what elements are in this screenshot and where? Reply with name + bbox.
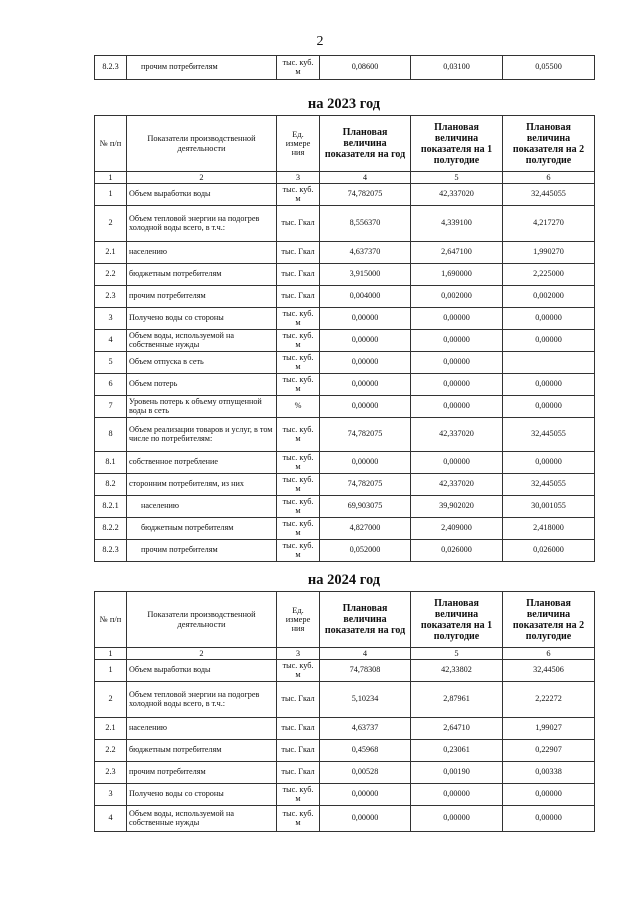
table-row bbox=[95, 264, 595, 286]
index-cell: 2 bbox=[127, 648, 277, 660]
row-indicator: Объем реализации товаров и услуг, в том числе по потребителям: bbox=[127, 418, 277, 452]
row-plan-year: 4,827000 bbox=[320, 518, 411, 540]
row-plan-year: 0,00000 bbox=[320, 784, 411, 806]
row-plan-h2: 0,00338 bbox=[503, 762, 595, 784]
index-cell: 4 bbox=[320, 648, 411, 660]
row-unit: тыс. куб. м bbox=[277, 352, 320, 374]
row-number: 8.2.3 bbox=[95, 540, 127, 562]
row-unit: тыс. Гкал bbox=[277, 682, 320, 718]
row-plan-year: 3,915000 bbox=[320, 264, 411, 286]
header-plan-h2: Плановая величина показателя на 2 полугодие bbox=[503, 116, 595, 172]
row-number: 2.3 bbox=[95, 762, 127, 784]
row-plan-year: 0,00000 bbox=[320, 352, 411, 374]
row-unit: тыс. куб. м bbox=[277, 452, 320, 474]
row-plan-h1: 0,00190 bbox=[411, 762, 503, 784]
row-indicator: Объем потерь bbox=[127, 374, 277, 396]
table-row bbox=[95, 474, 595, 496]
row-plan-h1: 0,00000 bbox=[411, 352, 503, 374]
row-indicator: Объем выработки воды bbox=[127, 184, 277, 206]
row-indicator: Уровень потерь к объему отпущенной воды в сеть bbox=[127, 396, 277, 418]
row-plan-h1: 2,409000 bbox=[411, 518, 503, 540]
row-plan-h1: 0,00000 bbox=[411, 452, 503, 474]
row-number: 2 bbox=[95, 206, 127, 242]
continuation-table bbox=[94, 55, 595, 80]
row-plan-year: 0,45968 bbox=[320, 740, 411, 762]
row-indicator: сторонним потребителям, из них bbox=[127, 474, 277, 496]
header-number: № п/п bbox=[95, 592, 127, 648]
header-plan-h2: Плановая величина показателя на 2 полугодие bbox=[503, 592, 595, 648]
row-indicator: Получено воды со стороны bbox=[127, 784, 277, 806]
row-plan-h1: 2,64710 bbox=[411, 718, 503, 740]
row-number: 1 bbox=[95, 184, 127, 206]
row-indicator: прочим потребителям bbox=[127, 56, 277, 80]
row-number: 2.2 bbox=[95, 264, 127, 286]
row-plan-h1: 42,33802 bbox=[411, 660, 503, 682]
row-plan-h1: 0,03100 bbox=[411, 56, 503, 80]
row-number: 5 bbox=[95, 352, 127, 374]
header-plan-year: Плановая величина показателя на год bbox=[320, 116, 411, 172]
table-row bbox=[95, 330, 595, 352]
row-plan-h1: 0,00000 bbox=[411, 330, 503, 352]
table-row bbox=[95, 396, 595, 418]
row-plan-year: 0,00000 bbox=[320, 452, 411, 474]
header-indicator: Показатели производственной деятельности bbox=[127, 592, 277, 648]
table-row bbox=[95, 540, 595, 562]
row-unit: тыс. куб. м bbox=[277, 806, 320, 832]
row-plan-h1: 1,690000 bbox=[411, 264, 503, 286]
row-indicator: Объем отпуска в сеть bbox=[127, 352, 277, 374]
row-plan-year: 74,782075 bbox=[320, 184, 411, 206]
table-row bbox=[95, 308, 595, 330]
row-number: 8.1 bbox=[95, 452, 127, 474]
row-unit: тыс. Гкал bbox=[277, 762, 320, 784]
table-row bbox=[95, 718, 595, 740]
row-plan-year: 74,78308 bbox=[320, 660, 411, 682]
index-cell: 6 bbox=[503, 648, 595, 660]
index-cell: 3 bbox=[277, 648, 320, 660]
table-row bbox=[95, 740, 595, 762]
row-plan-h1: 42,337020 bbox=[411, 184, 503, 206]
row-plan-year: 74,782075 bbox=[320, 474, 411, 496]
row-indicator: Объем тепловой энергии на подогрев холодной воды всего, в т.ч.: bbox=[127, 682, 277, 718]
index-cell: 1 bbox=[95, 648, 127, 660]
section-title-2024: на 2024 год bbox=[307, 572, 381, 588]
row-indicator: Объем выработки воды bbox=[127, 660, 277, 682]
row-unit: тыс. куб. м bbox=[277, 784, 320, 806]
row-indicator: бюджетным потребителям bbox=[127, 264, 277, 286]
row-plan-h2: 0,026000 bbox=[503, 540, 595, 562]
index-cell: 5 bbox=[411, 172, 503, 184]
header-indicator: Показатели производственной деятельности bbox=[127, 116, 277, 172]
row-plan-h2: 2,22272 bbox=[503, 682, 595, 718]
row-number: 8 bbox=[95, 418, 127, 452]
table-row bbox=[95, 242, 595, 264]
row-plan-h2: 0,00000 bbox=[503, 784, 595, 806]
row-number: 7 bbox=[95, 396, 127, 418]
row-unit: тыс. Гкал bbox=[277, 206, 320, 242]
row-indicator: населению bbox=[127, 242, 277, 264]
row-plan-year: 0,00000 bbox=[320, 374, 411, 396]
row-indicator: населению bbox=[127, 496, 277, 518]
row-number: 8.2.2 bbox=[95, 518, 127, 540]
row-plan-h2: 0,00000 bbox=[503, 330, 595, 352]
row-indicator: Объем тепловой энергии на подогрев холодной воды всего, в т.ч.: bbox=[127, 206, 277, 242]
row-number: 3 bbox=[95, 308, 127, 330]
index-row bbox=[95, 648, 595, 660]
row-plan-year: 0,00000 bbox=[320, 806, 411, 832]
row-number: 2.1 bbox=[95, 718, 127, 740]
index-cell: 1 bbox=[95, 172, 127, 184]
header-number: № п/п bbox=[95, 116, 127, 172]
row-plan-year: 0,00000 bbox=[320, 308, 411, 330]
row-unit: тыс. куб. м bbox=[277, 518, 320, 540]
row-unit: тыс. куб. м bbox=[277, 418, 320, 452]
row-plan-year: 74,782075 bbox=[320, 418, 411, 452]
row-unit: тыс. куб. м bbox=[277, 184, 320, 206]
row-number: 8.2.1 bbox=[95, 496, 127, 518]
page-number: 2 bbox=[316, 34, 324, 49]
row-plan-h2: 2,418000 bbox=[503, 518, 595, 540]
row-number: 2 bbox=[95, 682, 127, 718]
row-plan-h2: 4,217270 bbox=[503, 206, 595, 242]
row-unit: тыс. Гкал bbox=[277, 242, 320, 264]
row-plan-year: 4,637370 bbox=[320, 242, 411, 264]
row-plan-h1: 2,87961 bbox=[411, 682, 503, 718]
table-2024 bbox=[94, 591, 595, 832]
row-unit: тыс. куб. м bbox=[277, 496, 320, 518]
row-plan-h2 bbox=[503, 352, 595, 374]
table-row bbox=[95, 762, 595, 784]
table-row bbox=[95, 682, 595, 718]
row-number: 6 bbox=[95, 374, 127, 396]
row-plan-h2: 0,22907 bbox=[503, 740, 595, 762]
row-plan-h1: 42,337020 bbox=[411, 474, 503, 496]
row-indicator: прочим потребителям bbox=[127, 762, 277, 784]
table-row bbox=[95, 660, 595, 682]
table-row bbox=[95, 286, 595, 308]
row-plan-h1: 39,902020 bbox=[411, 496, 503, 518]
row-plan-h2: 0,00000 bbox=[503, 374, 595, 396]
row-plan-h2: 0,002000 bbox=[503, 286, 595, 308]
table-row bbox=[95, 418, 595, 452]
row-unit: тыс. куб. м bbox=[277, 374, 320, 396]
row-indicator: бюджетным потребителям bbox=[127, 740, 277, 762]
table-row bbox=[95, 518, 595, 540]
row-plan-year: 0,052000 bbox=[320, 540, 411, 562]
row-unit: тыс. Гкал bbox=[277, 740, 320, 762]
row-unit: тыс. Гкал bbox=[277, 718, 320, 740]
table-row bbox=[95, 806, 595, 832]
table-row bbox=[95, 206, 595, 242]
row-number: 8.2.3 bbox=[95, 56, 127, 80]
row-unit: тыс. куб. м bbox=[277, 474, 320, 496]
row-plan-h1: 0,23061 bbox=[411, 740, 503, 762]
section-title-2023: на 2023 год bbox=[307, 96, 381, 112]
row-number: 2.1 bbox=[95, 242, 127, 264]
row-indicator: Получено воды со стороны bbox=[127, 308, 277, 330]
row-indicator: Объем воды, используемой на собственные нужды bbox=[127, 330, 277, 352]
row-indicator: бюджетным потребителям bbox=[127, 518, 277, 540]
index-cell: 3 bbox=[277, 172, 320, 184]
row-plan-h2: 1,99027 bbox=[503, 718, 595, 740]
index-cell: 6 bbox=[503, 172, 595, 184]
row-plan-h1: 0,00000 bbox=[411, 784, 503, 806]
row-plan-year: 0,08600 bbox=[320, 56, 411, 80]
row-plan-h2: 1,990270 bbox=[503, 242, 595, 264]
index-cell: 5 bbox=[411, 648, 503, 660]
row-plan-year: 8,556370 bbox=[320, 206, 411, 242]
row-unit: тыс. куб. м bbox=[277, 56, 320, 80]
row-plan-h1: 0,00000 bbox=[411, 396, 503, 418]
row-number: 4 bbox=[95, 806, 127, 832]
row-plan-year: 0,00528 bbox=[320, 762, 411, 784]
row-plan-h2: 0,00000 bbox=[503, 308, 595, 330]
row-plan-year: 5,10234 bbox=[320, 682, 411, 718]
row-plan-year: 0,00000 bbox=[320, 330, 411, 352]
row-plan-h1: 42,337020 bbox=[411, 418, 503, 452]
row-plan-h1: 0,00000 bbox=[411, 806, 503, 832]
row-number: 8.2 bbox=[95, 474, 127, 496]
index-cell: 2 bbox=[127, 172, 277, 184]
row-number: 3 bbox=[95, 784, 127, 806]
row-plan-year: 0,00000 bbox=[320, 396, 411, 418]
row-unit: тыс. куб. м bbox=[277, 540, 320, 562]
table-row bbox=[95, 352, 595, 374]
row-plan-h2: 0,00000 bbox=[503, 806, 595, 832]
row-number: 2.3 bbox=[95, 286, 127, 308]
table-row bbox=[95, 374, 595, 396]
row-plan-h1: 0,00000 bbox=[411, 374, 503, 396]
row-unit: тыс. Гкал bbox=[277, 264, 320, 286]
header-row bbox=[95, 592, 595, 648]
table-row bbox=[95, 184, 595, 206]
row-unit: тыс. куб. м bbox=[277, 330, 320, 352]
row-plan-h2: 32,445055 bbox=[503, 184, 595, 206]
row-plan-h2: 32,445055 bbox=[503, 474, 595, 496]
row-indicator: населению bbox=[127, 718, 277, 740]
row-plan-h2: 0,00000 bbox=[503, 396, 595, 418]
row-plan-h1: 0,002000 bbox=[411, 286, 503, 308]
row-plan-h2: 32,445055 bbox=[503, 418, 595, 452]
header-unit: Ед. измере ния bbox=[277, 592, 320, 648]
row-plan-year: 0,004000 bbox=[320, 286, 411, 308]
index-row bbox=[95, 172, 595, 184]
row-plan-h2: 32,44506 bbox=[503, 660, 595, 682]
header-unit: Ед. измере ния bbox=[277, 116, 320, 172]
row-indicator: Объем воды, используемой на собственные нужды bbox=[127, 806, 277, 832]
header-row bbox=[95, 116, 595, 172]
row-plan-h1: 0,00000 bbox=[411, 308, 503, 330]
row-unit: % bbox=[277, 396, 320, 418]
table-row bbox=[95, 56, 595, 80]
row-indicator: прочим потребителям bbox=[127, 286, 277, 308]
row-plan-h1: 2,647100 bbox=[411, 242, 503, 264]
row-number: 1 bbox=[95, 660, 127, 682]
row-unit: тыс. Гкал bbox=[277, 286, 320, 308]
row-unit: тыс. куб. м bbox=[277, 308, 320, 330]
header-plan-h1: Плановая величина показателя на 1 полугодие bbox=[411, 592, 503, 648]
table-row bbox=[95, 784, 595, 806]
row-plan-h2: 0,05500 bbox=[503, 56, 595, 80]
row-plan-h2: 2,225000 bbox=[503, 264, 595, 286]
row-plan-h1: 0,026000 bbox=[411, 540, 503, 562]
row-plan-year: 69,903075 bbox=[320, 496, 411, 518]
table-row bbox=[95, 452, 595, 474]
row-plan-h1: 4,339100 bbox=[411, 206, 503, 242]
row-plan-year: 4,63737 bbox=[320, 718, 411, 740]
table-row bbox=[95, 496, 595, 518]
header-plan-h1: Плановая величина показателя на 1 полугодие bbox=[411, 116, 503, 172]
row-indicator: собственное потребление bbox=[127, 452, 277, 474]
row-unit: тыс. куб. м bbox=[277, 660, 320, 682]
index-cell: 4 bbox=[320, 172, 411, 184]
row-plan-h2: 30,001055 bbox=[503, 496, 595, 518]
table-2023 bbox=[94, 115, 595, 562]
header-plan-year: Плановая величина показателя на год bbox=[320, 592, 411, 648]
row-indicator: прочим потребителям bbox=[127, 540, 277, 562]
row-number: 2.2 bbox=[95, 740, 127, 762]
row-number: 4 bbox=[95, 330, 127, 352]
row-plan-h2: 0,00000 bbox=[503, 452, 595, 474]
